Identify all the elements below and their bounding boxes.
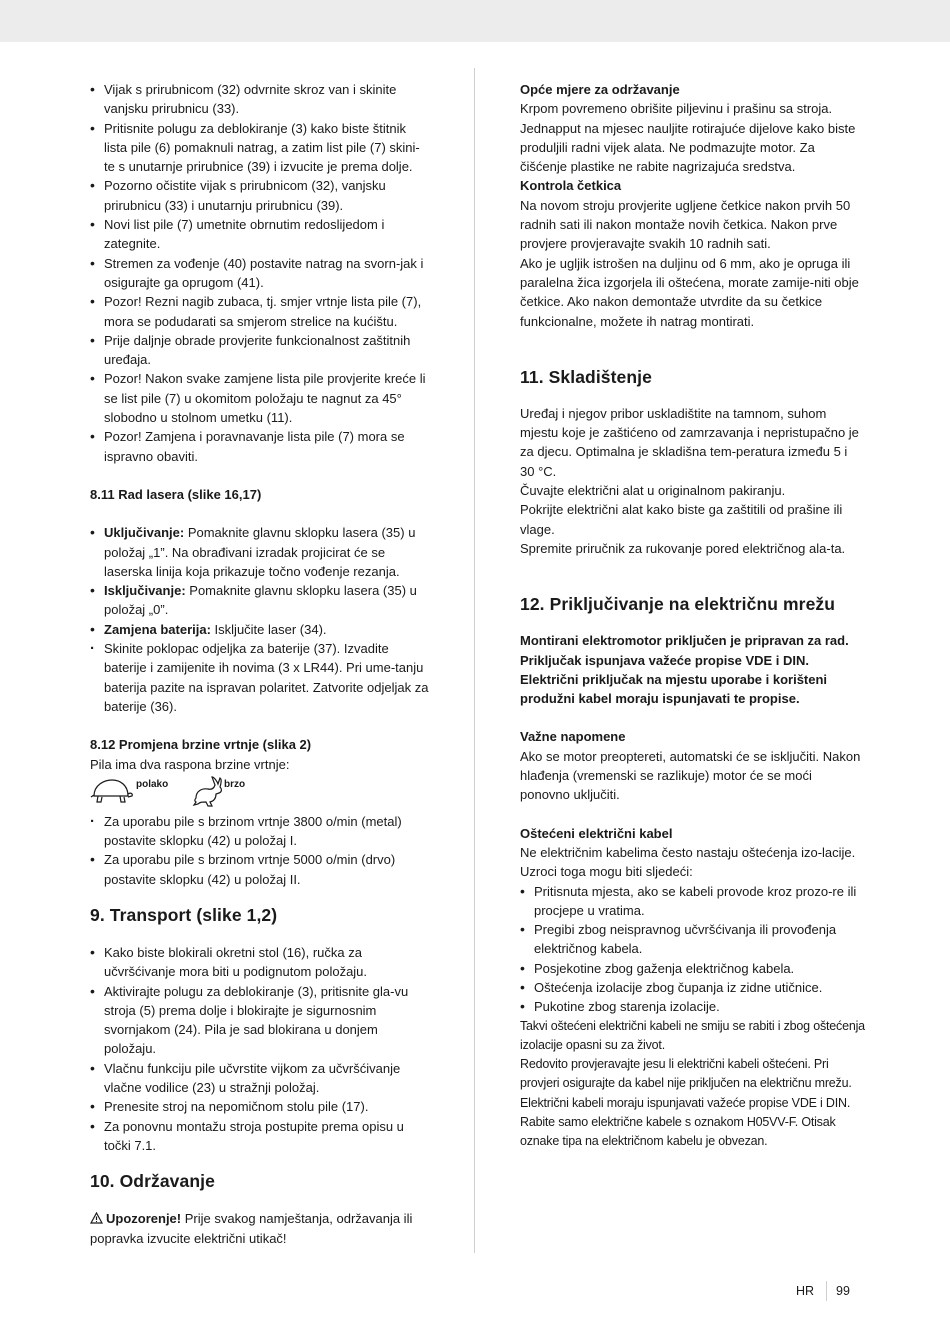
- list-item: • Pozorno očistite vijak s prirubnicom (32), vanjsku prirubnicu (33) i unutarnju prirubnicu (39).: [90, 176, 430, 215]
- list-item: • Stremen za vođenje (40) postavite natrag na svorn-jak i osigurajte ga oprugom (41).: [90, 254, 430, 293]
- laser-steps: [90, 523, 430, 716]
- list-item: • Vlačnu funkciju pile učvrstite vijkom za učvršćivanje vlačne vodilice (23) u stražnji položaj.: [90, 1059, 430, 1098]
- general-maintenance-title: Opće mjere za održavanje: [520, 82, 680, 97]
- list-item: · Skinite poklopac odjeljka za baterije (37). Izvadite baterije i zamijenite ih novima (3 x LR44). Pri ume-tanju baterija pazite na ispravan polaritet. Zatvorite odjeljak za baterije (36).: [90, 639, 430, 716]
- section-heading-10: 10. Održavanje: [90, 1171, 215, 1192]
- section-heading-8-12: 8.12 Promjena brzine vrtnje (slika 2): [90, 737, 312, 753]
- damaged-cable-text: Ne električnim kabelima često nastaju oštećenja izo-lacije.: [520, 844, 856, 860]
- important-notes-text: Ako se motor preoptereti, automatski će se isključiti. Nakon hlađenja (vremenski se razlikuje) motor će se moći ponovno uključiti.: [520, 748, 861, 803]
- list-item: • Prenesite stroj na nepomičnom stolu pile (17).: [90, 1097, 430, 1116]
- section-heading-12: 12. Priključivanje na električnu mrežu: [520, 594, 836, 615]
- list-item: • Pritisnuta mjesta, ako se kabeli provode kroz prozo-re ili procjepe u vratima.: [520, 882, 865, 921]
- right-column: [520, 80, 865, 1152]
- storage-text: Čuvajte električni alat u originalnom pakiranju.: [520, 483, 786, 499]
- list-item: • Oštećenja izolacije zbog čupanja iz zidne utičnice.: [520, 978, 865, 997]
- storage-text: Pokrijte električni alat kako biste ga zaštitili od prašine ili vlage.: [520, 502, 843, 537]
- brush-check-text-1: Na novom stroju provjerite ugljene četkice nakon prvih 50 radnih sati ili nakon montaže novih četkica. Nakon prve provjere provjeravajte svakih 10 radnih sati.: [520, 197, 851, 252]
- fast-label: brzo: [224, 778, 246, 790]
- slow-label: polako: [136, 778, 169, 790]
- list-item: • Za ponovnu montažu stroja postupite prema opisu u točki 7.1.: [90, 1117, 430, 1156]
- important-notes-title: Važne napomene: [520, 729, 626, 745]
- list-item: • Aktivirajte polugu za deblokiranje (3), pritisnite gla-vu stroja (5) prema dolje i blokirajte je sigurnosnim svornjakom (24). Pila je sad blokirana u donjem položaju.: [90, 982, 430, 1059]
- list-item: • Pozor! Nakon svake zamjene lista pile provjerite kreće li se list pile (7) u okomitom položaju te nagnut za 45° slobodno u stolnom umetku (11).: [90, 369, 430, 427]
- general-maintenance-text: Krpom povremeno obrišite piljevinu i prašinu sa stroja. Jednapput na mjesec nauljite rotirajuće dijelove kako biste produljili radni vijek alata. Ne podmazujte motor. Za čišćenje plastike ne rabite nagrizajuća sredstva.: [520, 101, 856, 175]
- footer-separator: [826, 1281, 827, 1301]
- storage-text: Spremite priručnik za rukovanje pored električnog ala-ta.: [520, 540, 846, 556]
- warning-paragraph: [90, 1209, 430, 1248]
- brush-check-text-2: Ako je ugljik istrošen na duljinu od 6 mm, ako je opruga ili paralelna žica izgorjela ili oštećena, morate zamije-niti obje četkice. Ako nakon demontaže utvrdite da su četkice funkcionalne, možete ih natrag montirati.: [520, 255, 859, 329]
- speed-icons: [90, 774, 430, 812]
- language-code: HR: [796, 1284, 815, 1298]
- power-connection-text: Montirani elektromotor priključen je pripravan za rad. Priključak ispunjava važeće propise VDE i DIN. Električni priključak na mjestu uporabe i korišteni produžni kabel moraju ispunjavati te propise.: [520, 633, 849, 707]
- page-number: 99: [836, 1284, 850, 1298]
- speed-intro: Pila ima dva raspona brzine vrtnje:: [90, 756, 290, 772]
- brush-check-title: Kontrola četkica: [520, 178, 622, 194]
- warning-label: Upozorenje!: [106, 1211, 182, 1227]
- storage-text: Uređaj i njegov pribor uskladištite na tamnom, suhom mjestu koje je zaštićeno od zamrzavanja i nepristupačno je za djecu. Optimalna je skladišna tem-peratura između 5 i 30 °C.: [520, 405, 859, 479]
- list-item: • Posjekotine zbog gaženja električnog kabela.: [520, 959, 865, 978]
- saw-blade-steps: [90, 80, 430, 466]
- battery-text: Isključite laser (34).: [210, 621, 327, 637]
- laser-on-text: Pomaknite glavnu sklopku lasera (35) u položaj „1”. Na obrađivani izradak projicirat će se laserska linija koja prikazuje točno vođenje rezanja.: [104, 525, 416, 579]
- list-item: • Pukotine zbog starenja izolacije.: [520, 997, 865, 1016]
- list-item: · Za uporabu pile s brzinom vrtnje 3800 o/min (metal) postavite sklopku (42) u položaj I.: [90, 812, 430, 851]
- list-item: • Kako biste blokirali okretni stol (16), ručka za učvršćivanje mora biti u podignutom položaju.: [90, 943, 430, 982]
- cable-warning-text: Takvi oštećeni električni kabeli ne smiju se rabiti i zbog oštećenja izolacije opasni su za život.: [520, 1018, 865, 1052]
- list-item: • Pritisnite polugu za deblokiranje (3) kako biste štitnik lista pile (6) pomaknuli natrag, a zatim list pile (7) skini-te s unutarnje prirubnice (39) i izvucite je prema dolje.: [90, 119, 430, 177]
- cable-inspection-text: Redovito provjeravajte jesu li električni kabeli oštećeni. Pri provjeri osigurajte da kabel nije priključen na električnu mrežu.: [520, 1057, 852, 1091]
- list-item: • Pregibi zbog neispravnog učvršćivanja ili provođenja električnog kabela.: [520, 920, 865, 959]
- speed-steps: [90, 812, 430, 889]
- laser-off-text: Pomaknite glavnu sklopku lasera (35) u položaj „0”.: [104, 583, 417, 618]
- rabbit-icon: [190, 774, 224, 808]
- list-item: • Novi list pile (7) umetnite obrnutim redoslijedom i zategnite.: [90, 215, 430, 254]
- laser-on-label: Uključivanje:: [104, 525, 185, 541]
- list-item: • Pozor! Zamjena i poravnavanje lista pile (7) mora se ispravno obaviti.: [90, 427, 430, 466]
- list-item: [90, 581, 430, 620]
- transport-steps: [90, 943, 430, 1155]
- laser-off-label: Isključivanje:: [104, 583, 186, 599]
- list-item: • Pozor! Rezni nagib zubaca, tj. smjer vrtnje lista pile (7), mora se podudarati sa smjerom strelice na kućištu.: [90, 292, 430, 331]
- list-item: • Za uporabu pile s brzinom vrtnje 5000 o/min (drvo) postavite sklopku (42) u položaj II.: [90, 850, 430, 889]
- section-heading-9: 9. Transport (slike 1,2): [90, 904, 278, 925]
- battery-label: Zamjena baterija:: [104, 621, 211, 637]
- list-item: • Vijak s prirubnicom (32) odvrnite skroz van i skinite vanjsku prirubnicu (33).: [90, 80, 430, 119]
- list-item: [90, 620, 430, 639]
- damaged-cable-title: Oštećeni električni kabel: [520, 825, 673, 841]
- turtle-icon: [90, 776, 134, 806]
- cable-damage-causes: [520, 882, 865, 1017]
- damaged-cable-causes: Uzroci toga mogu biti sljedeći:: [520, 864, 693, 880]
- list-item: [90, 523, 430, 581]
- list-item: • Prije daljnje obrade provjerite funkcionalnost zaštitnih uređaja.: [90, 331, 430, 370]
- cable-standards-text: Električni kabeli moraju ispunjavati važeće propise VDE i DIN. Rabite samo električne kabele s oznakom H05VV-F. Otisak oznake tipa na električnom kabelu je obvezan.: [520, 1095, 851, 1149]
- column-divider: [474, 68, 475, 1253]
- section-heading-11: 11. Skladištenje: [520, 366, 652, 387]
- section-heading-8-11: 8.11 Rad lasera (slike 16,17): [90, 486, 262, 502]
- left-column: [90, 80, 430, 1248]
- top-bar: [0, 0, 950, 42]
- warning-icon: [90, 1212, 103, 1224]
- warning-text: Prije svakog namještanja, održavanja ili popravka izvucite električni utikač!: [90, 1211, 413, 1246]
